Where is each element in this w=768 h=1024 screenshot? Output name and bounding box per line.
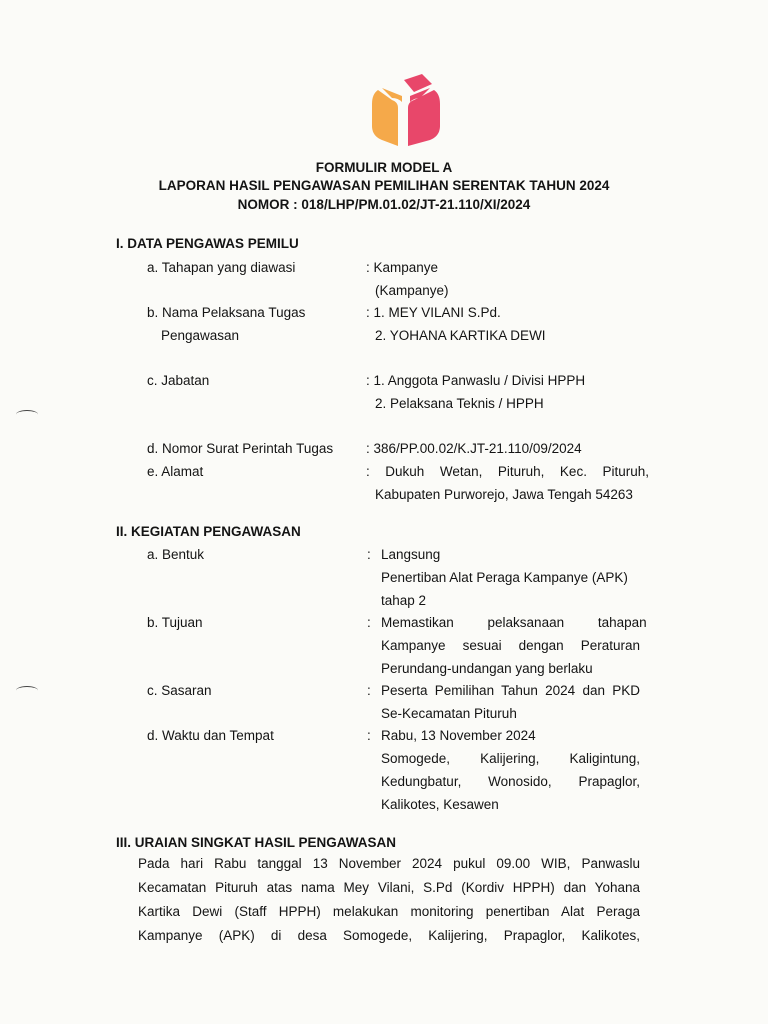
nama-value-2: 2. YOHANA KARTIKA DEWI — [375, 328, 546, 343]
waktu-colon: : — [367, 728, 371, 743]
jabatan-value-1: : 1. Anggota Panwaslu / Divisi HPPH — [366, 373, 586, 388]
sasaran-colon: : — [367, 683, 371, 698]
tujuan-label: b. Tujuan — [147, 615, 203, 630]
waktu-value-3: Kedungbatur, Wonosido, Prapaglor, — [381, 774, 640, 789]
sasaran-label: c. Sasaran — [147, 683, 212, 698]
paragraph-line-4: Kampanye (APK) di desa Somogede, Kalijering, Prapaglor, Kalikotes, — [138, 928, 640, 943]
alamat-value-2: Kabupaten Purworejo, Jawa Tengah 54263 — [375, 487, 633, 502]
waktu-value-1: Rabu, 13 November 2024 — [381, 728, 536, 743]
jabatan-value-2: 2. Pelaksana Teknis / HPPH — [375, 396, 544, 411]
tujuan-value-1: Memastikan pelaksanaan tahapan — [381, 615, 647, 630]
sasaran-value-2: Se-Kecamatan Pituruh — [381, 706, 517, 721]
bentuk-value-1: Langsung — [381, 547, 441, 562]
section-2-heading: II. KEGIATAN PENGAWASAN — [116, 524, 301, 539]
tujuan-colon: : — [367, 615, 371, 630]
tujuan-value-2: Kampanye sesuai dengan Peraturan — [381, 638, 640, 653]
bentuk-value-3: tahap 2 — [381, 593, 427, 608]
waktu-label: d. Waktu dan Tempat — [147, 728, 274, 743]
form-title: FORMULIR MODEL A — [315, 160, 453, 175]
report-number: NOMOR : 018/LHP/PM.01.02/JT-21.110/XI/2024 — [237, 197, 531, 212]
scan-mark — [16, 410, 38, 419]
jabatan-label: c. Jabatan — [147, 373, 210, 388]
section-1-heading: I. DATA PENGAWAS PEMILU — [116, 236, 299, 251]
paragraph-line-2: Kecamatan Pituruh atas nama Mey Vilani, S.Pd (Kordiv HPPH) dan Yohana — [138, 880, 640, 895]
waktu-value-4: Kalikotes, Kesawen — [381, 797, 499, 812]
nomor-surat-label: d. Nomor Surat Perintah Tugas — [147, 441, 334, 456]
nama-value-1: : 1. MEY VILANI S.Pd. — [366, 305, 501, 320]
paragraph-line-1: Pada hari Rabu tanggal 13 November 2024 pukul 09.00 WIB, Panwaslu — [138, 856, 640, 871]
paragraph-line-3: Kartika Dewi (Staff HPPH) melakukan monitoring penertiban Alat Peraga — [138, 904, 640, 919]
report-title: LAPORAN HASIL PENGAWASAN PEMILIHAN SERENTAK TAHUN 2024 — [158, 178, 610, 193]
bentuk-label: a. Bentuk — [147, 547, 205, 562]
scan-mark — [16, 686, 38, 695]
section-3-heading: III. URAIAN SINGKAT HASIL PENGAWASAN — [116, 835, 397, 850]
tahapan-value: : Kampanye — [366, 260, 439, 275]
bentuk-value-2: Penertiban Alat Peraga Kampanye (APK) — [381, 570, 628, 585]
tahapan-label: a. Tahapan yang diawasi — [147, 260, 296, 275]
nomor-surat-value: : 386/PP.00.02/K.JT-21.110/09/2024 — [366, 441, 582, 456]
sasaran-value-1: Peserta Pemilihan Tahun 2024 dan PKD — [381, 683, 640, 698]
bawaslu-logo-icon — [368, 74, 444, 148]
waktu-value-2: Somogede, Kalijering, Kaligintung, — [381, 751, 640, 766]
alamat-label: e. Alamat — [147, 464, 204, 479]
alamat-value-1: : Dukuh Wetan, Pituruh, Kec. Pituruh, — [366, 464, 649, 479]
nama-label: b. Nama Pelaksana Tugas — [147, 305, 306, 320]
bentuk-colon: : — [367, 547, 371, 562]
tujuan-value-3: Perundang-undangan yang berlaku — [381, 661, 593, 676]
nama-label-cont: Pengawasan — [161, 328, 240, 343]
tahapan-value-sub: (Kampanye) — [375, 283, 449, 298]
